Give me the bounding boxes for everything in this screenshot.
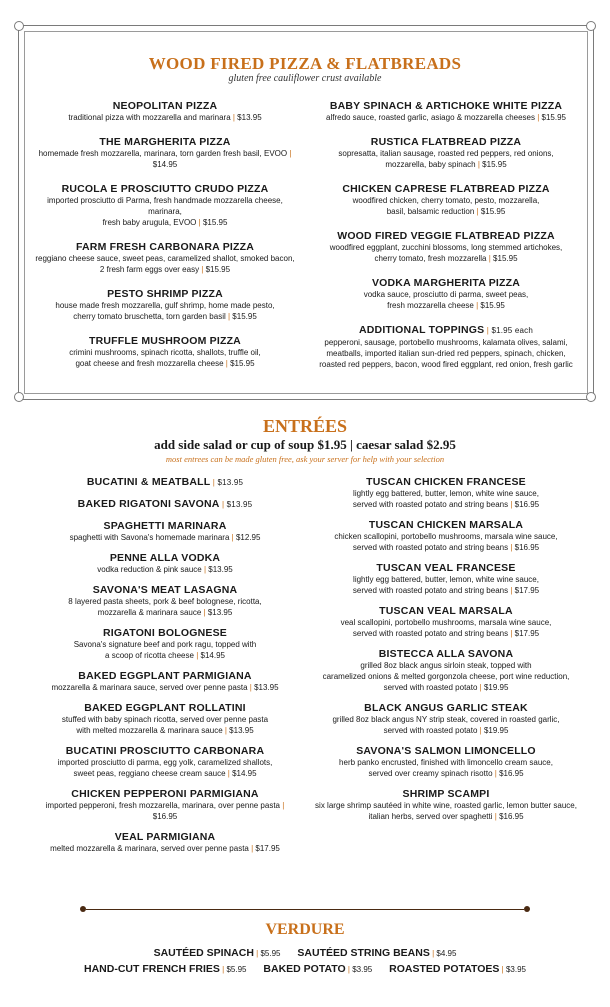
item-price: $15.95 [230, 359, 255, 368]
item-description: grilled 8oz black angus sirloin steak, topped with caramelized onions & melted gorgonzola cheese, port wine reduction, served with roasted potato | $19.95 [322, 661, 570, 692]
item-name: NEOPOLITAN PIZZA [112, 100, 218, 112]
item-description: pepperoni, sausage, portobello mushrooms, kalamata olives, salami, meatballs, imported italian sun-dried red peppers, spinach, chicken, roasted red peppers, bacon, wood fired eggplant, red onion, fresh garlic [319, 338, 573, 369]
item-price: $15.95 [232, 312, 257, 321]
verdure-title: VERDURE [265, 921, 345, 938]
menu-item [310, 702, 582, 736]
menu-item [34, 552, 296, 575]
pizza-left-column [34, 100, 296, 369]
menu-item [310, 230, 582, 264]
item-price: $4.95 [436, 949, 457, 958]
menu-item [34, 241, 296, 275]
menu-item [34, 520, 296, 543]
item-description: imported prosciutto di parma, egg yolk, caramelized shallots, sweet peas, reggiano cheese cream sauce | $14.95 [57, 758, 273, 778]
menu-item [34, 183, 296, 228]
item-description: traditional pizza with mozzarella and marinara | $13.95 [68, 113, 262, 122]
menu-item [34, 288, 296, 322]
item-description: Savona's signature beef and pork ragu, topped with a scoop of ricotta cheese | $14.95 [73, 640, 257, 660]
item-price: $14.95 [152, 160, 178, 169]
item-description: lightly egg battered, butter, lemon, white wine sauce, served with roasted potato and string beans | $17.95 [352, 575, 540, 595]
item-price: $16.95 [499, 769, 524, 778]
pizza-section-title: WOOD FIRED PIZZA & FLATBREADS [148, 54, 462, 73]
item-name: SAUTÉED SPINACH [153, 947, 254, 959]
item-price: $13.95 [226, 500, 253, 509]
frame-corner-ornament [586, 392, 596, 402]
verdure-row-2 [0, 963, 610, 975]
item-price: $15.95 [202, 218, 228, 227]
item-name: SAUTÉED STRING BEANS [297, 947, 430, 959]
pizza-right-column [310, 100, 582, 370]
side-item: SAUTÉED SPINACH | $5.95 [153, 947, 281, 959]
item-description: melted mozzarella & marinara, served over penne pasta | $17.95 [50, 844, 280, 853]
item-price: $15.95 [493, 254, 518, 263]
item-description: chicken scallopini, portobello mushrooms, marsala wine sauce, served with roasted potato and string beans | $16.95 [334, 532, 558, 552]
item-price: $13.95 [237, 113, 262, 122]
item-description: woodfired eggplant, zucchini blossoms, long stemmed artichokes, cherry tomato, fresh mozzarella | $15.95 [329, 243, 563, 263]
item-price: $14.95 [232, 769, 257, 778]
menu-item [34, 136, 296, 170]
entrees-right-column [310, 476, 582, 822]
menu-item: BAKED RIGATONI SAVONA | $13.95 [77, 498, 253, 510]
item-price: $13.95 [207, 608, 233, 617]
item-price: $16.95 [514, 543, 540, 552]
item-price: $15.95 [480, 301, 505, 310]
item-name: BLACK ANGUS GARLIC STEAK [364, 702, 528, 714]
item-price: $13.95 [254, 683, 279, 692]
side-item: ROASTED POTATOES | $3.95 [389, 963, 526, 975]
divider-dot-left [80, 906, 86, 912]
menu-item [310, 605, 582, 639]
item-price: $1.95 each [491, 326, 534, 335]
item-description: imported prosciutto di Parma, fresh handmade mozzarella cheese, marinara, fresh baby arugula, EVOO | $15.95 [47, 196, 283, 227]
item-name: VEAL PARMIGIANA [114, 831, 216, 843]
menu-item [34, 702, 296, 736]
item-name: PESTO SHRIMP PIZZA [107, 288, 223, 300]
side-item: SAUTÉED STRING BEANS | $4.95 [297, 947, 457, 959]
menu-item: BUCATINI & MEATBALL | $13.95 [86, 476, 244, 488]
menu-item [34, 831, 296, 854]
menu-item [34, 745, 296, 779]
item-price: $16.95 [152, 812, 178, 821]
item-description: mozzarella & marinara sauce, served over penne pasta | $13.95 [51, 683, 279, 692]
menu-item [310, 277, 582, 311]
item-name: BUCATINI & MEATBALL [86, 476, 211, 488]
item-name: RUCOLA E PROSCIUTTO CRUDO PIZZA [61, 183, 269, 195]
item-name: BAKED POTATO [263, 963, 346, 975]
item-name: BISTECCA ALLA SAVONA [378, 648, 514, 660]
section-divider [80, 905, 530, 915]
item-description: imported pepperoni, fresh mozzarella, marinara, over penne pasta | $16.95 [45, 801, 285, 821]
menu-item [34, 584, 296, 618]
item-description: house made fresh mozzarella, gulf shrimp, home made pesto, cherry tomato bruschetta, torn garden basil | $15.95 [55, 301, 275, 321]
item-description: herb panko encrusted, finished with limoncello cream sauce, served over creamy spinach risotto | $16.95 [339, 758, 553, 778]
item-name: WOOD FIRED VEGGIE FLATBREAD PIZZA [337, 230, 555, 242]
item-name: TRUFFLE MUSHROOM PIZZA [89, 335, 241, 347]
item-price: $19.95 [483, 683, 509, 692]
item-price: $3.95 [352, 965, 373, 974]
menu-item [310, 788, 582, 822]
item-name: BUCATINI PROSCIUTTO CARBONARA [65, 745, 265, 757]
item-price: $15.95 [482, 160, 507, 169]
item-description: woodfired chicken, cherry tomato, pesto, mozzarella, basil, balsamic reduction | $15.95 [352, 196, 540, 216]
item-name: VODKA MARGHERITA PIZZA [371, 277, 521, 289]
item-name: TUSCAN VEAL FRANCESE [376, 562, 516, 574]
item-description: veal scallopini, portobello mushrooms, marsala wine sauce, served with roasted potato and string beans | $17.95 [340, 618, 552, 638]
divider-line [86, 909, 524, 910]
item-description: lightly egg battered, butter, lemon, white wine sauce, served with roasted potato and string beans | $16.95 [352, 489, 540, 509]
item-name: ROASTED POTATOES [389, 963, 500, 975]
item-price: $15.95 [205, 265, 231, 274]
item-price: $19.95 [483, 726, 509, 735]
item-description: alfredo sauce, roasted garlic, asiago & mozzarella cheeses | $15.95 [326, 113, 566, 122]
menu-item [310, 562, 582, 596]
frame-corner-ornament [14, 392, 24, 402]
item-price: $17.95 [255, 844, 280, 853]
item-name: BABY SPINACH & ARTICHOKE WHITE PIZZA [329, 100, 563, 112]
item-description: spaghetti with Savona's homemade marinara | $12.95 [69, 533, 261, 542]
frame-corner-ornament [586, 21, 596, 31]
item-price: $13.95 [229, 726, 254, 735]
item-price: $15.95 [541, 113, 566, 122]
menu-item [310, 519, 582, 553]
item-description: grilled 8oz black angus NY strip steak, covered in roasted garlic, served with roasted potato | $19.95 [332, 715, 560, 735]
item-description: sopresatta, italian sausage, roasted red peppers, red onions, mozzarella, baby spinach | $15.95 [338, 149, 554, 169]
menu-item [310, 476, 582, 510]
item-name: SAVONA'S SALMON LIMONCELLO [356, 745, 536, 757]
pizza-section-subtitle: gluten free cauliflower crust available [228, 73, 382, 84]
item-description: reggiano cheese sauce, sweet peas, caramelized shallot, smoked bacon, 2 fresh farm eggs over easy | $15.95 [35, 254, 295, 274]
menu-item [34, 670, 296, 693]
entrees-subtitle: add side salad or cup of soup $1.95 | caesar salad $2.95 [154, 437, 456, 452]
item-name: TUSCAN VEAL MARSALA [379, 605, 513, 617]
item-description: crimini mushrooms, spinach ricotta, shallots, truffle oil, goat cheese and fresh mozzarella cheese | $15.95 [69, 348, 261, 368]
menu-item [310, 745, 582, 779]
item-name: ADDITIONAL TOPPINGS [358, 324, 485, 336]
item-name: CHICKEN CAPRESE FLATBREAD PIZZA [342, 183, 550, 195]
item-name: BAKED RIGATONI SAVONA [77, 498, 220, 510]
item-name: SAVONA'S MEAT LASAGNA [92, 584, 238, 596]
item-description: stuffed with baby spinach ricotta, served over penne pasta with melted mozzarella & marinara sauce | $13.95 [61, 715, 269, 735]
divider-dot-right [524, 906, 530, 912]
menu-item [310, 648, 582, 693]
item-description: vodka sauce, prosciutto di parma, sweet peas, fresh mozzarella cheese | $15.95 [363, 290, 529, 310]
item-name: SPAGHETTI MARINARA [103, 520, 227, 532]
item-description: six large shrimp sautéed in white wine, roasted garlic, lemon butter sauce, italian herbs, served over spaghetti | $16.95 [315, 801, 577, 821]
side-item: HAND-CUT FRENCH FRIES | $5.95 [84, 963, 247, 975]
item-price: $14.95 [200, 651, 225, 660]
item-name: HAND-CUT FRENCH FRIES [84, 963, 220, 975]
item-description: homemade fresh mozzarella, marinara, torn garden fresh basil, EVOO | $14.95 [38, 149, 292, 169]
item-price: $13.95 [217, 478, 244, 487]
item-name: TUSCAN CHICKEN FRANCESE [366, 476, 526, 488]
entrees-title: ENTRÉES [262, 416, 348, 436]
item-name: BAKED EGGPLANT ROLLATINI [84, 702, 246, 714]
item-price: $16.95 [499, 812, 524, 821]
verdure-row-1 [0, 947, 610, 959]
item-name: TUSCAN CHICKEN MARSALA [368, 519, 524, 531]
item-price: $5.95 [260, 949, 281, 958]
menu-item [310, 183, 582, 217]
item-name: THE MARGHERITA PIZZA [99, 136, 231, 148]
item-name: FARM FRESH CARBONARA PIZZA [75, 241, 255, 253]
item-description: 8 layered pasta sheets, pork & beef bolognese, ricotta, mozzarella & marinara sauce | $13.95 [68, 597, 262, 617]
side-item: BAKED POTATO | $3.95 [263, 963, 373, 975]
menu-item [310, 136, 582, 170]
item-name: SHRIMP SCAMPI [402, 788, 490, 800]
item-name: RUSTICA FLATBREAD PIZZA [370, 136, 522, 148]
item-price: $5.95 [226, 965, 247, 974]
menu-item [34, 100, 296, 123]
menu-item [34, 788, 296, 822]
item-price: $13.95 [208, 565, 233, 574]
item-price: $3.95 [505, 965, 526, 974]
menu-item [34, 335, 296, 369]
menu-item [34, 627, 296, 661]
item-price: $17.95 [514, 586, 540, 595]
item-price: $17.95 [514, 629, 540, 638]
item-price: $12.95 [235, 533, 261, 542]
entrees-note: most entrees can be made gluten free, ask your server for help with your selection [165, 454, 445, 464]
item-name: PENNE ALLA VODKA [109, 552, 221, 564]
frame-corner-ornament [14, 21, 24, 31]
entrees-left-column [34, 476, 296, 854]
menu-item [310, 100, 582, 123]
item-name: BAKED EGGPLANT PARMIGIANA [78, 670, 252, 682]
item-description: vodka reduction & pink sauce | $13.95 [97, 565, 233, 574]
item-price: $15.95 [480, 207, 506, 216]
additional-toppings: ADDITIONAL TOPPINGS | $1.95 each pepperoni, sausage, portobello mushrooms, kalamata olives, salami, meatballs, imported italian sun-dried red peppers, spinach, chicken, roasted red peppers, bacon, wood fired eggplant, red onion, fresh garlic [310, 324, 582, 370]
item-name: RIGATONI BOLOGNESE [103, 627, 227, 639]
item-name: CHICKEN PEPPERONI PARMIGIANA [71, 788, 259, 800]
item-price: $16.95 [514, 500, 540, 509]
